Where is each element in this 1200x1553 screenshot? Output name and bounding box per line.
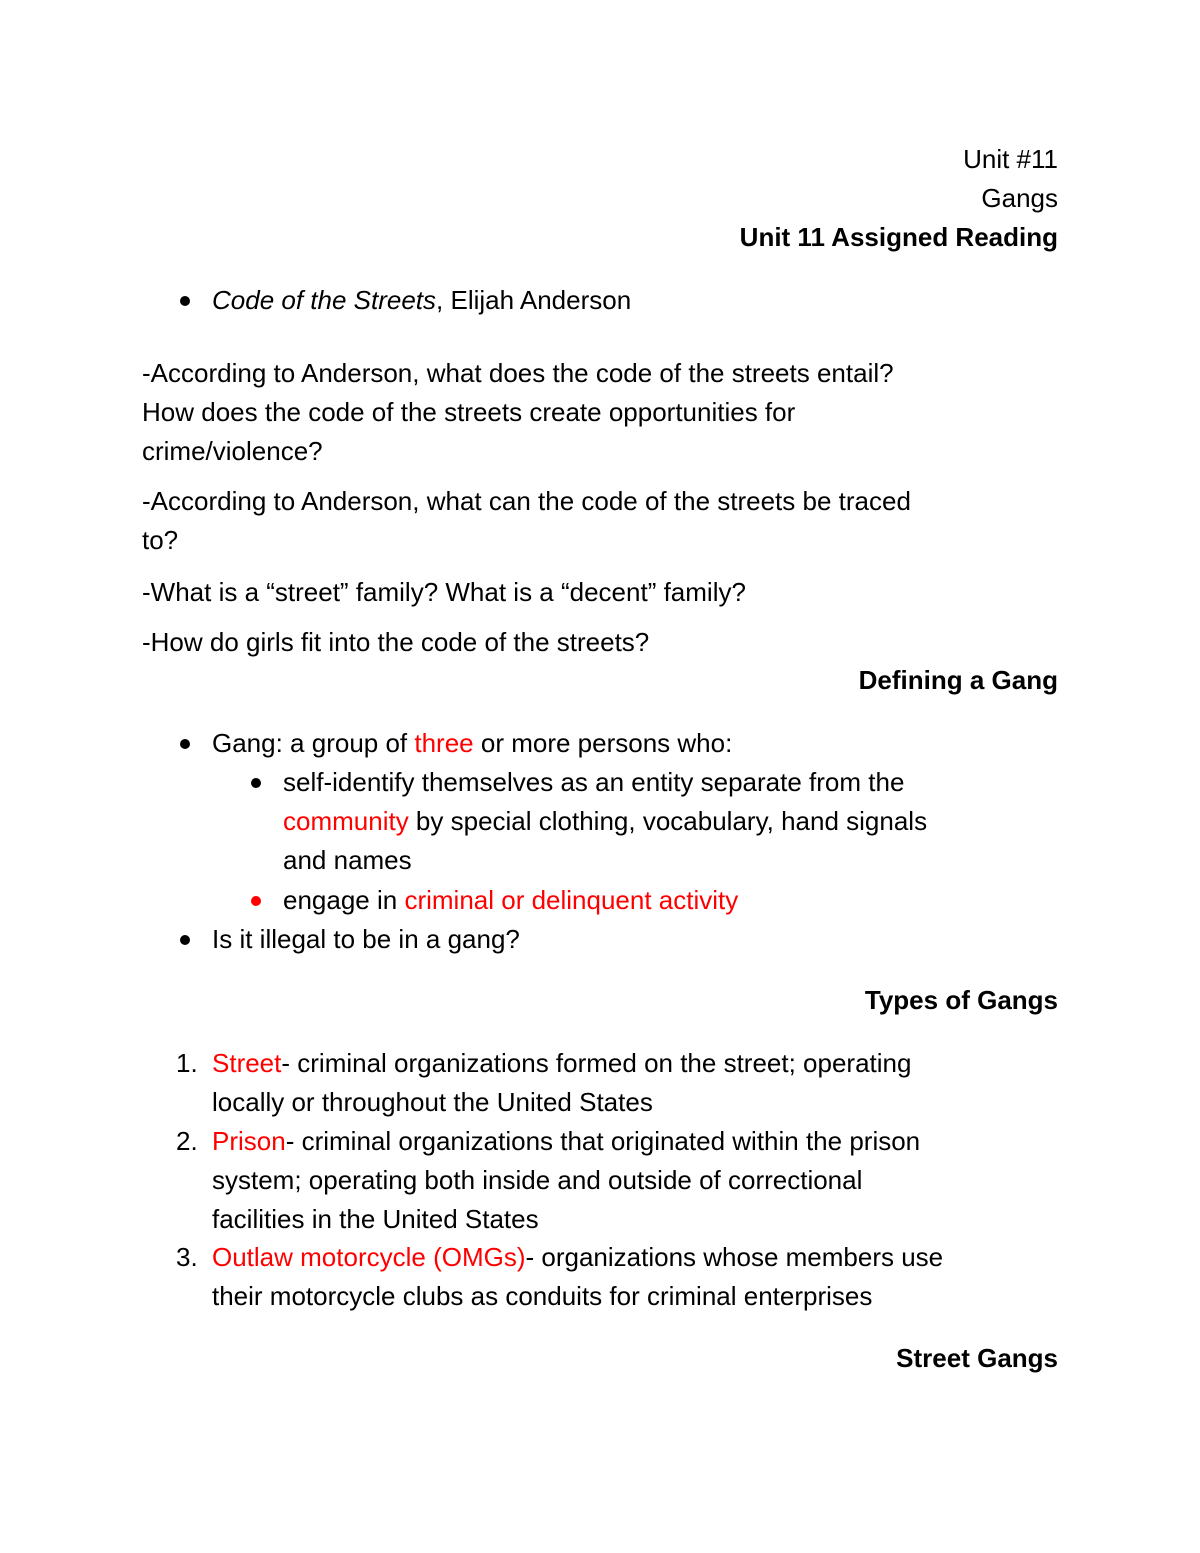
bullet-icon <box>180 935 190 945</box>
question-3: -What is a “street” family? What is a “decent” family? <box>142 577 746 607</box>
bullet-icon <box>180 739 190 749</box>
type-street-line-1 <box>212 1044 911 1083</box>
heading-street-gangs: Street Gangs <box>896 1343 1058 1373</box>
type-prison-line-1 <box>212 1122 920 1161</box>
sub-bullet-1-line-2 <box>283 802 927 841</box>
question-1-line-3: crime/violence? <box>142 436 323 466</box>
question-1-line-1: -According to Anderson, what does the code of the streets entail? <box>142 358 894 388</box>
type-omg-line-1 <box>212 1238 943 1277</box>
gang-definition <box>212 724 732 763</box>
sub-bullet-2-text: engage in <box>283 885 405 915</box>
reading-item <box>212 281 631 320</box>
sub-bullet-1-text: by special clothing, vocabulary, hand signals <box>408 806 928 836</box>
bullet-icon <box>251 778 261 788</box>
criminal-activity-highlight: criminal or delinquent activity <box>404 885 739 915</box>
illegal-question: Is it illegal to be in a gang? <box>212 924 520 954</box>
question-2-line-1: -According to Anderson, what can the code of the streets be traced <box>142 486 911 516</box>
unit-topic: Gangs <box>981 183 1058 213</box>
type-street-text: - criminal organizations formed on the street; operating <box>281 1048 912 1078</box>
reading-author: , Elijah Anderson <box>436 285 632 315</box>
gang-definition-text-end: or more persons who: <box>473 728 733 758</box>
type-prison-line-2: system; operating both inside and outside of correctional <box>212 1165 863 1195</box>
question-4: -How do girls fit into the code of the streets? <box>142 627 650 657</box>
type-omg-text: - organizations whose members use <box>525 1242 944 1272</box>
sub-bullet-2 <box>283 881 738 920</box>
heading-defining-a-gang: Defining a Gang <box>858 665 1058 695</box>
list-number: 2. <box>176 1126 198 1156</box>
sub-bullet-1-line-3: and names <box>283 845 412 875</box>
bullet-icon <box>251 896 261 906</box>
list-number: 3. <box>176 1242 198 1272</box>
type-omg-line-2: their motorcycle clubs as conduits for criminal enterprises <box>212 1281 873 1311</box>
community-highlight: community <box>283 806 409 836</box>
type-prison-line-3: facilities in the United States <box>212 1204 539 1234</box>
reading-title: Code of the Streets <box>212 285 437 315</box>
question-2-line-2: to? <box>142 525 179 555</box>
question-1-line-2: How does the code of the streets create opportunities for <box>142 397 796 427</box>
unit-number: Unit #11 <box>963 144 1058 174</box>
type-street-line-2: locally or throughout the United States <box>212 1087 653 1117</box>
type-prison-text: - criminal organizations that originated within the prison <box>285 1126 921 1156</box>
gang-definition-highlight: three <box>414 728 474 758</box>
type-prison-label: Prison <box>212 1126 286 1156</box>
bullet-icon <box>180 296 190 306</box>
sub-bullet-1-line-1: self-identify themselves as an entity separate from the <box>283 767 905 797</box>
type-street-label: Street <box>212 1048 282 1078</box>
list-number: 1. <box>176 1048 198 1078</box>
heading-types-of-gangs: Types of Gangs <box>864 985 1058 1015</box>
gang-definition-text: Gang: a group of <box>212 728 415 758</box>
section-title-assigned-reading: Unit 11 Assigned Reading <box>739 222 1058 252</box>
type-omg-label: Outlaw motorcycle (OMGs) <box>212 1242 526 1272</box>
